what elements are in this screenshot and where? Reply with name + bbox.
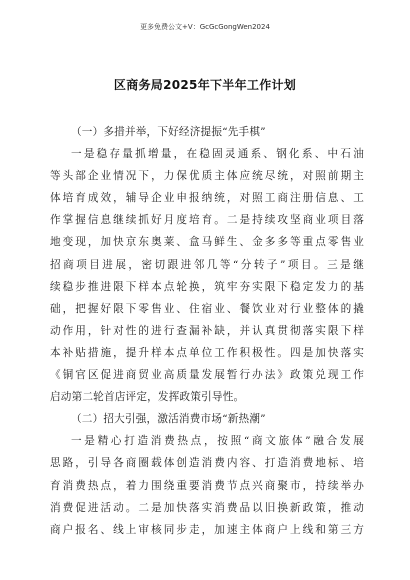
section-heading: （一）多措并举，下好经济提振“先手棋” — [71, 126, 266, 138]
paragraph-line: 础，把握好限下零售业、住宿业、餐饮业对行业整体的撬 — [50, 302, 364, 315]
page-header: 更多免费公文+V：GcGcGongWen2024 — [140, 23, 270, 31]
paragraph-line: 作掌握信息继续抓好月度培育。二是持续攻坚商业项目落 — [50, 214, 364, 227]
paragraph-line: 招商项目进展，密切跟进邻几等“分转子”项目。三是继 — [50, 258, 364, 271]
paragraph-line: 一是稳存量抓增量，在稳固灵通系、钢化系、中石油 — [71, 148, 364, 161]
paragraph-line: 一是精心打造消费热点，按照“商文旅体”融合发展 — [71, 435, 364, 448]
paragraph-line: 地变现，加快京东奥莱、盒马鲜生、金多多等重点零售业 — [50, 236, 364, 249]
paragraph-line: 本补贴措施，提升样本点单位工作积极性。四是加快落实 — [50, 346, 364, 359]
paragraph-line: 商户报名、线上审核同步走，加速主体商户上线和第三方 — [50, 523, 364, 536]
document-body — [50, 121, 364, 541]
paragraph-line: 思路，引导各商圈载体创造消费内容、打造消费地标、培 — [50, 457, 364, 470]
paragraph-line: 《铜官区促进商贸业高质量发展暂行办法》政策兑现工作 — [50, 369, 364, 382]
paragraph-line: 动作用，针对性的进行查漏补缺，并认真贯彻落实限下样 — [50, 324, 364, 337]
document-title: 区商务局2025年下半年工作计划 — [113, 78, 297, 92]
paragraph-line: 消费促进活动。二是加快落实消费品以旧换新政策，推动 — [50, 501, 364, 514]
paragraph-line: 续稳步推进限下样本点轮换，筑牢夯实限下稳定发力的基 — [50, 280, 364, 293]
paragraph-line: 育消费热点，着力围绕重要消费节点兴商聚市，持续举办 — [50, 479, 364, 492]
paragraph-line: 等头部企业情况下，力保优质主体应统尽统，对照前期主 — [50, 170, 364, 183]
section-heading: （二）招大引强，激活消费市场“新热潮” — [71, 413, 266, 426]
paragraph-line: 体培育成效，辅导企业申报纳统，对照工商注册信息、工 — [50, 192, 364, 205]
paragraph-line: 启动第二轮首店评定，发挥政策引导性。 — [50, 391, 245, 404]
